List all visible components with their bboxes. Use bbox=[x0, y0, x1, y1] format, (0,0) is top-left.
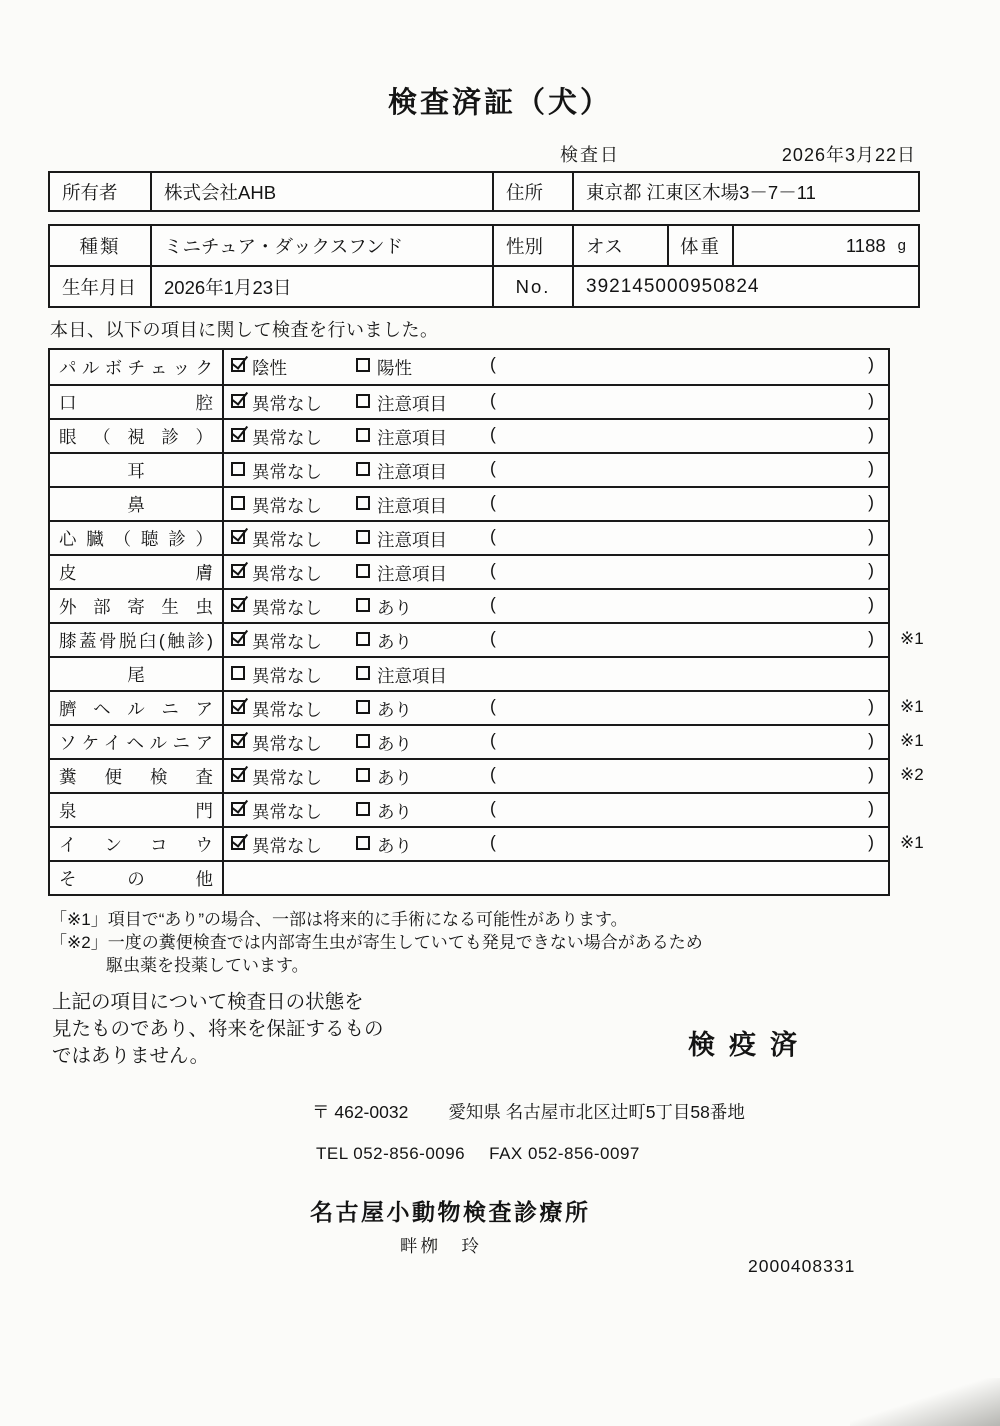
checklist-row bbox=[50, 554, 888, 588]
item-name: 心臓（聴診） bbox=[59, 528, 213, 549]
checked-checkbox-icon bbox=[231, 632, 245, 646]
unchecked-checkbox-icon bbox=[231, 496, 245, 510]
pet-info-table-row2 bbox=[48, 265, 920, 308]
item-result-cell bbox=[224, 760, 888, 792]
disclaimer-line-2: 見たものであり、将来を保証するもの bbox=[52, 1018, 384, 1041]
disclaimer bbox=[52, 989, 1000, 1070]
paren-close: ) bbox=[868, 458, 874, 478]
item-result-cell bbox=[224, 590, 888, 622]
unchecked-checkbox-icon bbox=[356, 598, 370, 612]
unchecked-checkbox-icon bbox=[231, 462, 245, 476]
option2-label: 注意項目 bbox=[377, 394, 447, 414]
paren-open: ( bbox=[490, 492, 496, 512]
item-name: 臍ヘルニア bbox=[59, 698, 213, 719]
item-name-cell bbox=[50, 386, 224, 418]
unchecked-checkbox-icon bbox=[356, 700, 370, 714]
item-name-cell bbox=[50, 624, 224, 656]
paren-close: ) bbox=[868, 390, 874, 410]
checklist-row bbox=[50, 486, 888, 520]
paren-close: ) bbox=[868, 594, 874, 614]
unchecked-checkbox-icon bbox=[356, 768, 370, 782]
intro-text: 本日、以下の項目に関して検査を行いました。 bbox=[50, 320, 439, 340]
paren-open: ( bbox=[490, 424, 496, 444]
paren-open: ( bbox=[490, 594, 496, 614]
item-name-cell bbox=[50, 726, 224, 758]
address-label: 住所 bbox=[492, 173, 572, 210]
item-result-cell bbox=[224, 862, 888, 894]
weight-value-cell bbox=[732, 226, 922, 265]
item-name: 口腔 bbox=[59, 392, 213, 413]
veterinarian-name: 畔栁 玲 bbox=[400, 1236, 482, 1257]
number-value: 392145000950824 bbox=[572, 267, 922, 306]
inspection-date-value: 2026年3月22日 bbox=[781, 145, 916, 165]
item-result-cell bbox=[224, 522, 888, 554]
option1-label: 異常なし bbox=[252, 598, 322, 618]
item-name: 尾 bbox=[127, 664, 145, 685]
paren-open: ( bbox=[490, 764, 496, 784]
item-result-cell bbox=[224, 454, 888, 486]
option2-label: あり bbox=[377, 598, 412, 618]
footnotes bbox=[50, 908, 1000, 977]
paren-close: ) bbox=[868, 832, 874, 852]
checklist-row bbox=[50, 758, 924, 792]
option2-label: 注意項目 bbox=[377, 496, 447, 516]
paren-close: ) bbox=[868, 526, 874, 546]
item-name-cell bbox=[50, 454, 224, 486]
checklist-row bbox=[50, 350, 888, 384]
paren-close: ) bbox=[868, 492, 874, 512]
owner-value: 株式会社AHB bbox=[150, 173, 492, 210]
clinic-address-row bbox=[312, 1099, 1000, 1124]
checked-checkbox-icon bbox=[231, 530, 245, 544]
paren-open: ( bbox=[490, 560, 496, 580]
paren-open: ( bbox=[490, 390, 496, 410]
note-marker: ※1 bbox=[900, 731, 924, 750]
unchecked-checkbox-icon bbox=[356, 462, 370, 476]
item-name-cell bbox=[50, 420, 224, 452]
checklist-table bbox=[48, 348, 924, 896]
item-name-cell bbox=[50, 692, 224, 724]
item-name: パルボチェック bbox=[59, 357, 213, 378]
page-title: 検査済証（犬） bbox=[387, 87, 612, 119]
weight-value: 1188 bbox=[845, 234, 886, 256]
item-result-cell bbox=[224, 420, 888, 452]
paren-close: ) bbox=[868, 628, 874, 648]
item-name-cell bbox=[50, 556, 224, 588]
item-name-cell bbox=[50, 862, 224, 894]
checklist-row bbox=[50, 656, 888, 690]
item-name: 鼻 bbox=[127, 494, 145, 515]
option2-label: あり bbox=[377, 836, 412, 856]
option2-label: あり bbox=[377, 700, 412, 720]
checked-checkbox-icon bbox=[231, 768, 245, 782]
item-result-cell bbox=[224, 828, 888, 860]
unchecked-checkbox-icon bbox=[356, 802, 370, 816]
checklist-row bbox=[50, 622, 924, 656]
checklist-row bbox=[50, 792, 888, 826]
option1-label: 異常なし bbox=[252, 428, 322, 448]
footnote-1: 「※1」項目で“あり”の場合、一部は将来的に手術になる可能性があります。 bbox=[50, 910, 628, 929]
paren-open: ( bbox=[490, 798, 496, 818]
item-name: 糞便検査 bbox=[59, 766, 213, 787]
item-result-cell bbox=[224, 726, 888, 758]
checked-checkbox-icon bbox=[231, 428, 245, 442]
paren-close: ) bbox=[868, 730, 874, 750]
option1-label: 異常なし bbox=[252, 836, 322, 856]
option1-label: 異常なし bbox=[252, 632, 322, 652]
item-result-cell bbox=[224, 556, 888, 588]
item-result-cell bbox=[224, 350, 888, 384]
checked-checkbox-icon bbox=[231, 358, 245, 372]
item-name: 皮膚 bbox=[59, 562, 213, 583]
disclaimer-line-3: ではありません。 bbox=[52, 1045, 210, 1068]
checklist-row bbox=[50, 418, 888, 452]
clinic-postal-code: 〒 462-0032 bbox=[312, 1102, 409, 1123]
option2-label: あり bbox=[377, 734, 412, 754]
item-result-cell bbox=[224, 386, 888, 418]
option1-label: 異常なし bbox=[252, 530, 322, 550]
option1-label: 異常なし bbox=[252, 496, 322, 516]
option2-label: 注意項目 bbox=[377, 666, 447, 686]
closing-section bbox=[0, 989, 1000, 1085]
option2-label: 注意項目 bbox=[377, 530, 447, 550]
note-marker: ※1 bbox=[900, 833, 924, 852]
item-name-cell bbox=[50, 760, 224, 792]
owner-table bbox=[48, 171, 920, 212]
breed-label: 種類 bbox=[79, 235, 121, 257]
clinic-name: 名古屋小動物検査診療所 bbox=[310, 1199, 591, 1226]
item-name: ソケイヘルニア bbox=[59, 732, 213, 753]
item-name-cell bbox=[50, 522, 224, 554]
item-name-cell bbox=[50, 828, 224, 860]
paren-close: ) bbox=[868, 764, 874, 784]
option1-label: 異常なし bbox=[252, 802, 322, 822]
item-name: 膝蓋骨脱臼(触診) bbox=[59, 630, 213, 651]
unchecked-checkbox-icon bbox=[356, 666, 370, 680]
option1-label: 異常なし bbox=[252, 564, 322, 584]
option2-label: あり bbox=[377, 768, 412, 788]
option2-label: あり bbox=[377, 802, 412, 822]
scan-artifact bbox=[850, 1378, 1000, 1426]
checked-checkbox-icon bbox=[231, 700, 245, 714]
paren-open: ( bbox=[490, 458, 496, 478]
checklist-row bbox=[50, 690, 924, 724]
item-result-cell bbox=[224, 794, 888, 826]
option1-label: 異常なし bbox=[252, 734, 322, 754]
paren-open: ( bbox=[490, 526, 496, 546]
checklist-row bbox=[50, 588, 888, 622]
item-name-cell bbox=[50, 488, 224, 520]
paren-close: ) bbox=[868, 560, 874, 580]
unchecked-checkbox-icon bbox=[356, 530, 370, 544]
quarantine-stamp: 検疫済 bbox=[688, 1030, 811, 1061]
paren-close: ) bbox=[868, 696, 874, 716]
clinic-fax: FAX 052-856-0097 bbox=[489, 1144, 640, 1164]
checked-checkbox-icon bbox=[231, 598, 245, 612]
item-name: インコウ bbox=[59, 834, 213, 855]
address-value: 東京都 江東区木場3－7－11 bbox=[572, 173, 922, 210]
option1-label: 異常なし bbox=[252, 666, 322, 686]
checked-checkbox-icon bbox=[231, 836, 245, 850]
unchecked-checkbox-icon bbox=[231, 666, 245, 680]
item-name: 泉門 bbox=[59, 800, 213, 821]
item-name: 耳 bbox=[127, 460, 145, 481]
item-result-cell bbox=[224, 692, 888, 724]
checked-checkbox-icon bbox=[231, 734, 245, 748]
item-result-cell bbox=[224, 658, 888, 690]
document-number: 2000408331 bbox=[748, 1256, 856, 1276]
clinic-tel: TEL 052-856-0096 bbox=[316, 1144, 466, 1164]
checklist-row bbox=[50, 452, 888, 486]
item-name-cell bbox=[50, 350, 224, 384]
note-marker: ※1 bbox=[900, 697, 924, 716]
option2-label: あり bbox=[377, 632, 412, 652]
option1-label: 異常なし bbox=[252, 462, 322, 482]
item-result-cell bbox=[224, 488, 888, 520]
birthdate-label: 生年月日 bbox=[62, 276, 137, 298]
unchecked-checkbox-icon bbox=[356, 428, 370, 442]
sex-value: オス bbox=[572, 226, 667, 265]
number-label: No. bbox=[492, 267, 572, 306]
unchecked-checkbox-icon bbox=[356, 836, 370, 850]
option2-label: 陽性 bbox=[377, 358, 412, 378]
note-marker: ※2 bbox=[900, 765, 924, 784]
checklist-row bbox=[50, 724, 924, 758]
checked-checkbox-icon bbox=[231, 802, 245, 816]
paren-open: ( bbox=[490, 696, 496, 716]
birthdate-value: 2026年1月23日 bbox=[150, 267, 492, 306]
checked-checkbox-icon bbox=[231, 564, 245, 578]
option1-label: 異常なし bbox=[252, 768, 322, 788]
unchecked-checkbox-icon bbox=[356, 496, 370, 510]
note-marker: ※1 bbox=[900, 629, 924, 648]
footnote-2: 「※2」一度の糞便検査では内部寄生虫が寄生していても発見できない場合があるため bbox=[50, 933, 703, 953]
weight-unit: g bbox=[897, 237, 906, 254]
checklist-row bbox=[50, 826, 924, 860]
checked-checkbox-icon bbox=[231, 394, 245, 408]
paren-open: ( bbox=[490, 354, 496, 374]
owner-label: 所有者 bbox=[62, 181, 118, 203]
unchecked-checkbox-icon bbox=[356, 358, 370, 372]
pet-info-table-row1 bbox=[48, 224, 920, 267]
checklist-row bbox=[50, 384, 888, 418]
unchecked-checkbox-icon bbox=[356, 564, 370, 578]
checklist-row bbox=[50, 520, 888, 554]
disclaimer-line-1: 上記の項目について検査日の状態を bbox=[52, 991, 364, 1014]
checklist-body bbox=[50, 350, 924, 894]
item-name-cell bbox=[50, 590, 224, 622]
item-name: 外部寄生虫 bbox=[59, 596, 213, 617]
item-result-cell bbox=[224, 624, 888, 656]
paren-close: ) bbox=[868, 424, 874, 444]
clinic-address: 愛知県 名古屋市北区辻町5丁目58番地 bbox=[448, 1102, 745, 1123]
weight-label: 体重 bbox=[667, 226, 732, 265]
checklist-row bbox=[50, 860, 888, 894]
unchecked-checkbox-icon bbox=[356, 734, 370, 748]
unchecked-checkbox-icon bbox=[356, 394, 370, 408]
item-name-cell bbox=[50, 658, 224, 690]
unchecked-checkbox-icon bbox=[356, 632, 370, 646]
breed-value: ミニチュア・ダックスフンド bbox=[150, 226, 492, 265]
item-name: その他 bbox=[59, 868, 213, 889]
inspection-date-label: 検査日 bbox=[560, 145, 620, 165]
option2-label: 注意項目 bbox=[377, 462, 447, 482]
footnote-2-continued: 駆虫薬を投薬しています。 bbox=[106, 956, 309, 976]
paren-close: ) bbox=[868, 798, 874, 818]
paren-open: ( bbox=[490, 628, 496, 648]
inspection-date-row bbox=[48, 137, 920, 163]
option1-label: 異常なし bbox=[252, 700, 322, 720]
item-name-cell bbox=[50, 794, 224, 826]
option1-label: 異常なし bbox=[252, 394, 322, 414]
paren-open: ( bbox=[490, 730, 496, 750]
option2-label: 注意項目 bbox=[377, 564, 447, 584]
option1-label: 陰性 bbox=[252, 358, 287, 378]
paren-close: ) bbox=[868, 354, 874, 374]
clinic-tel-row bbox=[316, 1144, 1000, 1164]
item-name: 眼（視診） bbox=[59, 426, 213, 447]
paren-open: ( bbox=[490, 832, 496, 852]
sex-label: 性別 bbox=[492, 226, 572, 265]
option2-label: 注意項目 bbox=[377, 428, 447, 448]
